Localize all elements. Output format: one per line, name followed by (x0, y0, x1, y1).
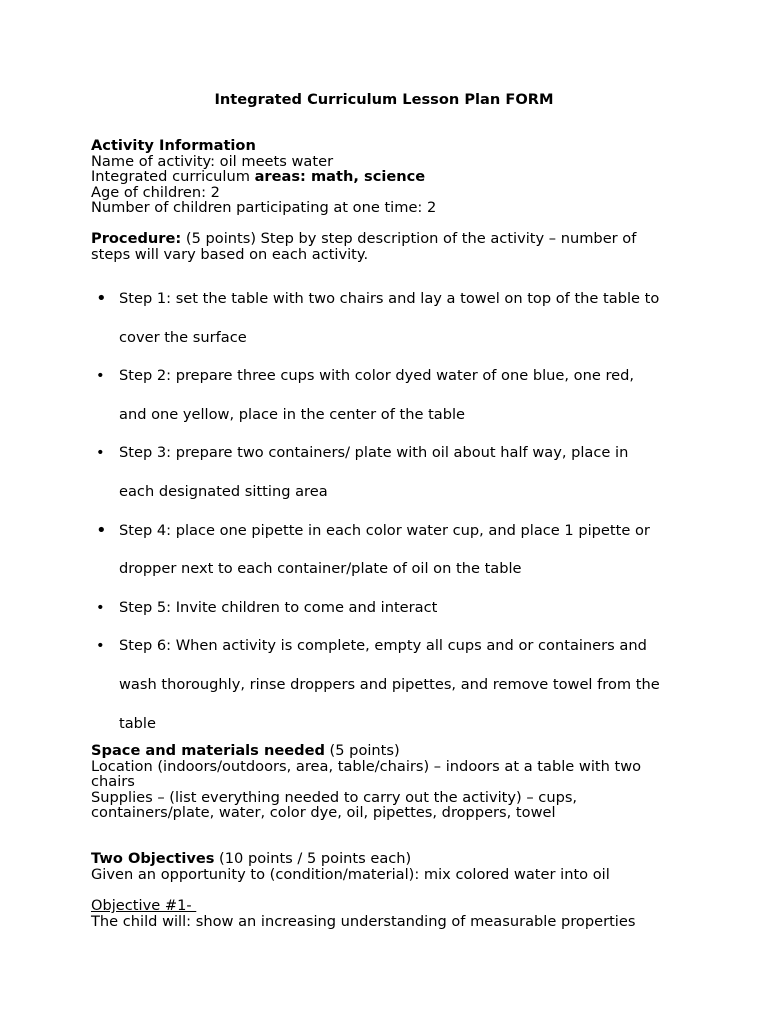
objectives-points: (10 points / 5 points each) (214, 850, 412, 867)
procedure-desc-1: (5 points) Step by step description of the activity – number of (181, 230, 637, 247)
bullet-icon: • (96, 598, 105, 616)
bullet-icon: • (96, 519, 107, 541)
step-text-line: Step 5: Invite children to come and interact (119, 598, 438, 616)
objective-1-label: Objective #1- (91, 897, 197, 914)
step-text-line: each designated sitting area (119, 482, 328, 500)
activity-curriculum (91, 169, 691, 185)
list-item (91, 280, 691, 357)
objective-1-section (91, 898, 691, 929)
list-item (91, 589, 691, 628)
space-location-2: chairs (91, 773, 135, 790)
procedure-heading: Procedure: (91, 230, 182, 247)
list-item (91, 434, 691, 511)
list-item (91, 357, 691, 434)
step-text-line: wash thoroughly, rinse droppers and pipettes, and remove towel from the (119, 675, 660, 693)
procedure-steps-list (91, 280, 691, 743)
step-text-line: table (119, 714, 156, 732)
activity-heading-text: Activity Information (91, 137, 256, 154)
bullet-icon: • (96, 637, 105, 655)
step-text-line: Step 3: prepare two containers/ plate with oil about half way, place in (119, 444, 629, 462)
bullet-icon: • (96, 367, 105, 385)
space-supplies-2: containers/plate, water, color dye, oil, pipettes, droppers, towel (91, 804, 556, 821)
space-location-1: Location (indoors/outdoors, area, table/chairs) – indoors at a table with two (91, 757, 642, 775)
bullet-icon: • (96, 288, 107, 309)
activity-name: Name of activity: oil meets water (91, 152, 334, 170)
objectives-section (91, 851, 691, 882)
objective-1-label-line (91, 898, 691, 914)
step-text-line: Step 2: prepare three cups with color dyed water of one blue, one red, (119, 367, 635, 385)
procedure-line-1 (91, 231, 691, 247)
space-heading: Space and materials needed (91, 742, 325, 759)
procedure-desc-2: steps will vary based on each activity. (91, 245, 369, 263)
space-points: (5 points) (324, 742, 400, 759)
space-supplies-1: Supplies – (list everything needed to carry out the activity) – cups, (91, 788, 578, 806)
step-text-line: Step 1: set the table with two chairs and lay a towel on top of the table to (119, 290, 660, 307)
activity-heading (91, 138, 691, 154)
objective-1-text: The child will: show an increasing understanding of measurable properties (91, 912, 636, 930)
curriculum-prefix: Integrated curriculum (91, 168, 255, 185)
procedure-section (91, 231, 691, 262)
step-text-line: Step 4: place one pipette in each color water cup, and place 1 pipette or (119, 521, 650, 539)
curriculum-areas: areas: math, science (254, 168, 426, 185)
objectives-heading-line (91, 851, 691, 867)
list-item (91, 512, 691, 589)
step-text-line: cover the surface (119, 328, 247, 346)
step-text-line: Step 6: When activity is complete, empty all cups and or containers and (119, 637, 647, 655)
list-item (91, 627, 691, 743)
bullet-icon: • (96, 444, 105, 462)
activity-section (91, 138, 691, 216)
step-text-line: and one yellow, place in the center of the table (119, 405, 466, 423)
space-section (91, 743, 691, 821)
step-text-line: dropper next to each container/plate of oil on the table (119, 560, 522, 578)
page-title: Integrated Curriculum Lesson Plan FORM (214, 91, 554, 108)
space-heading-line (91, 743, 691, 759)
objectives-given: Given an opportunity to (condition/material): mix colored water into oil (91, 865, 610, 883)
activity-age: Age of children: 2 (91, 183, 220, 201)
activity-number: Number of children participating at one time: 2 (91, 199, 437, 216)
objectives-heading: Two Objectives (91, 850, 215, 867)
